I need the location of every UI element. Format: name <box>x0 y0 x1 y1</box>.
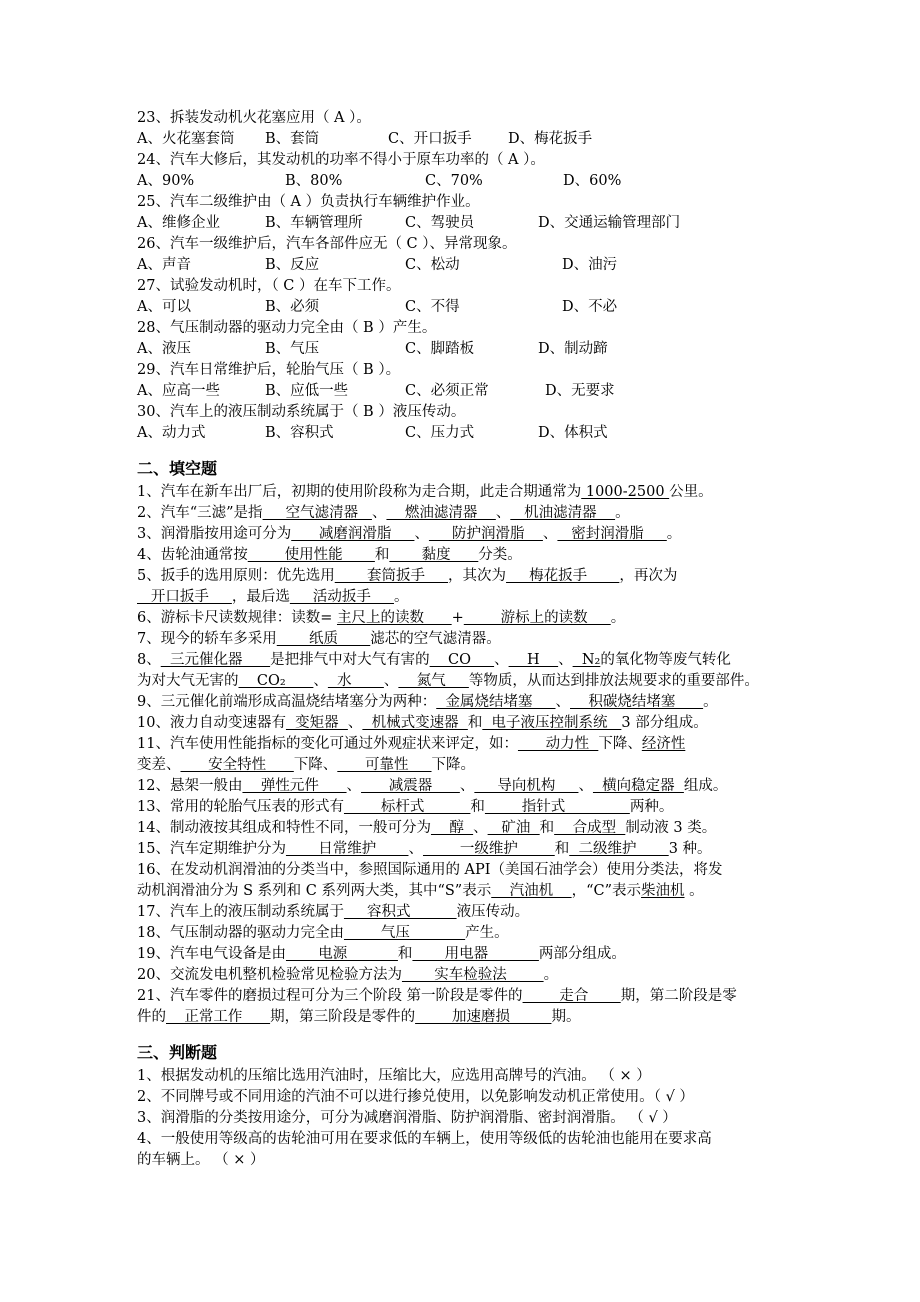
answer-blank: 纸质 <box>276 631 371 647</box>
answer-blank: 机械式变速器 <box>362 715 468 731</box>
fill-item-4: 4、齿轮油通常按 使用性能 和 黏度 分类。 <box>137 547 522 563</box>
answer-blank: H <box>508 652 559 668</box>
answer-blank: 汽油机 <box>491 883 572 899</box>
options-29: A、应高一些 B、应低一些 C、必须正常 D、无要求 <box>137 383 615 399</box>
fill-item-3: 3、润滑脂按用途可分为 减磨润滑脂 、 防护润滑脂 、 密封润滑脂 。 <box>137 526 682 542</box>
answer-blank: 积碳烧结堵塞 <box>570 694 704 710</box>
answer-blank: 减震器 <box>361 778 460 794</box>
answer-blank: 动力性 <box>517 736 599 752</box>
fill-item-5-cont: 开口扳手 ，最后选 活动扳手 。 <box>137 589 409 605</box>
fill-item-10: 10、液力自动变速器有 变矩器 、 机械式变速器 和 电子液压控制系统 3 部分组成。 <box>137 715 708 731</box>
answer-blank: 矿油 <box>487 820 540 836</box>
answer-blank: 用电器 <box>412 946 539 962</box>
answer-blank: 水 <box>327 673 384 689</box>
answer-blank: 正常工作 <box>166 1009 271 1025</box>
answer-blank: CO <box>429 652 495 668</box>
options-26: A、声音 B、反应 C、松动 D、油污 <box>137 257 618 273</box>
judge-section-title: 三、判断题 <box>137 1043 218 1062</box>
answer-blank: 开口扳手 <box>137 589 232 605</box>
answer-blank: 氮气 <box>398 673 469 689</box>
answer-blank: 醇 <box>430 820 474 836</box>
answer-blank: 套筒扳手 <box>334 568 449 584</box>
fill-item-1: 1、汽车在新车出厂后，初期的使用阶段称为走合期，此走合期通常为 1000-2500 公里。 <box>137 484 713 500</box>
judge-item-1: 1、根据发动机的压缩比选用汽油时，压缩比大，应选用高牌号的汽油。 （ × ） <box>137 1068 651 1084</box>
answer-blank: 实车检验法 <box>401 967 544 983</box>
fill-item-17: 17、汽车上的液压制动系统属于 容积式 液压传动。 <box>137 904 530 920</box>
fill-section <box>137 482 787 1028</box>
answer-blank: 合成型 <box>554 820 626 836</box>
question-28: 28、气压制动器的驱动力完全由（ B ）产生。 <box>137 320 437 336</box>
answer-blank: 二级维护 <box>569 841 669 857</box>
answer-blank: 游标上的读数 <box>463 610 611 626</box>
answer-blank: 活动扳手 <box>289 589 394 605</box>
options-23: A、火花塞套筒 B、套筒 C、开口扳手 D、梅花扳手 <box>137 131 593 147</box>
fill-item-11-cont: 变差、 安全特性 下降、 可靠性 下降。 <box>137 757 476 773</box>
answer-blank: 电源 <box>285 946 398 962</box>
choice-section <box>137 108 787 444</box>
answer-blank: 燃油滤清器 <box>386 505 496 521</box>
judge-section <box>137 1066 787 1171</box>
fill-item-12: 12、悬架一般由 弹性元件 、 减震器 、 导向机构 、 横向稳定器 组成。 <box>137 778 728 794</box>
question-23: 23、拆装发动机火花塞应用（ A ）。 <box>137 110 371 126</box>
answer-blank: 横向稳定器 <box>592 778 684 794</box>
fill-item-13: 13、常用的轮胎气压表的形式有 标杆式 和 指针式 两种。 <box>137 799 674 815</box>
fill-item-14: 14、制动液按其组成和特性不同，一般可分为 醇 、 矿油 和 合成型 制动液 3 类。 <box>137 820 717 836</box>
fill-item-19: 19、汽车电气设备是由 电源 和 用电器 两部分组成。 <box>137 946 626 962</box>
fill-item-8: 8、 三元催化器 是把排气中对大气有害的 CO 、 H 、 N₂的氧化物等废气转化 <box>137 652 731 668</box>
fill-item-7: 7、现今的轿车多采用 纸质 滤芯的空气滤清器。 <box>137 631 501 647</box>
answer-blank: 容积式 <box>343 904 457 920</box>
fill-item-15: 15、汽车定期维护分为 日常维护 、 一级维护 和 二级维护 3 种。 <box>137 841 712 857</box>
answer-blank: 标杆式 <box>343 799 471 815</box>
document-page <box>137 108 787 1171</box>
answer-blank: 1000-2500 <box>581 484 670 500</box>
fill-item-5: 5、扳手的选用原则：优先选用 套筒扳手 ，其次为 梅花扳手 ，再次为 <box>137 568 678 584</box>
answer-blank: 减磨润滑脂 <box>291 526 415 542</box>
answer-blank: N₂ <box>572 652 601 668</box>
answer-blank: 柴油机 <box>641 883 685 899</box>
answer-blank: 机油滤清器 <box>510 505 616 521</box>
judge-item-3: 3、润滑脂的分类按用途分，可分为减磨润滑脂、防护润滑脂、密封润滑脂。 （ √ ） <box>137 1110 677 1126</box>
options-24: A、90% B、80% C、70% D、60% <box>137 173 622 189</box>
judge-item-4: 4、一般使用等级高的齿轮油可用在要求低的车辆上，使用等级低的齿轮油也能用在要求高 <box>137 1131 712 1147</box>
options-25: A、维修企业 B、车辆管理所 C、驾驶员 D、交通运输管理部门 <box>137 215 681 231</box>
answer-blank: 加速磨损 <box>415 1009 552 1025</box>
fill-item-2: 2、汽车“三滤”是指 空气滤清器 、 燃油滤清器 、 机油滤清器 。 <box>137 505 630 521</box>
answer-blank: 黏度 <box>389 547 479 563</box>
fill-item-20: 20、交流发电机整机检验常见检验方法为 实车检验法 。 <box>137 967 559 983</box>
judge-item-4-cont: 的车辆上。 （ × ） <box>137 1152 265 1168</box>
judge-item-2: 2、不同牌号或不同用途的汽油不可以进行掺兑使用，以免影响发动机正常使用。（ √ ） <box>137 1089 694 1105</box>
answer-blank: 防护润滑脂 <box>428 526 543 542</box>
answer-blank: 弹性元件 <box>242 778 347 794</box>
question-24: 24、汽车大修后，其发动机的功率不得小于原车功率的（ A ）。 <box>137 152 545 168</box>
answer-blank: 空气滤清器 <box>262 505 372 521</box>
answer-blank: 导向机构 <box>474 778 579 794</box>
fill-item-9: 9、三元催化前端形成高温烧结堵塞分为两种： 金属烧结堵塞 、 积碳烧结堵塞 。 <box>137 694 718 710</box>
answer-blank: 主尺上的读数 <box>336 610 452 626</box>
answer-blank: 使用性能 <box>247 547 375 563</box>
answer-blank: 密封润滑脂 <box>557 526 667 542</box>
answer-blank: 气压 <box>343 925 466 941</box>
answer-blank: 电子液压控制系统 <box>482 715 622 731</box>
answer-blank: 梅花扳手 <box>506 568 620 584</box>
question-27: 27、试验发动机时，（ C ）在车下工作。 <box>137 278 401 294</box>
fill-item-8-cont: 为对大气无害的 CO₂ 、 水 、 氮气 等物质，从而达到排放法规要求的重要部件。 <box>137 673 759 689</box>
answer-blank: 日常维护 <box>285 841 409 857</box>
fill-item-16-cont: 动机润滑油分为 S 系列和 C 系列两大类，其中“S”表示 汽油机 ，“C”表示柴油机 。 <box>137 883 704 899</box>
answer-blank: CO₂ <box>238 673 314 689</box>
fill-section-title: 二、填空题 <box>137 459 218 478</box>
question-25: 25、汽车二级维护由（ A ）负责执行车辆维护作业。 <box>137 194 480 210</box>
answer-blank: 指针式 <box>484 799 630 815</box>
question-26: 26、汽车一级维护后，汽车各部件应无（ C ）、异常现象。 <box>137 236 517 252</box>
answer-blank: 金属烧结堵塞 <box>436 694 556 710</box>
answer-blank: 变矩器 <box>285 715 348 731</box>
answer-blank: 走合 <box>522 988 621 1004</box>
fill-item-21: 21、汽车零件的磨损过程可分为三个阶段 第一阶段是零件的 走合 期，第二阶段是零 <box>137 988 737 1004</box>
options-28: A、液压 B、气压 C、脚踏板 D、制动蹄 <box>137 341 608 357</box>
fill-item-21-cont: 件的 正常工作 期，第三阶段是零件的 加速磨损 期。 <box>137 1009 581 1025</box>
question-29: 29、汽车日常维护后，轮胎气压（ B ）。 <box>137 362 401 378</box>
answer-blank: 一级维护 <box>422 841 555 857</box>
answer-blank: 三元催化器 <box>160 652 271 668</box>
fill-item-16: 16、在发动机润滑油的分类当中，参照国际通用的 API（美国石油学会）使用分类法，将发 <box>137 862 723 878</box>
options-27: A、可以 B、必须 C、不得 D、不必 <box>137 299 618 315</box>
fill-item-6: 6、游标卡尺读数规律：读数= 主尺上的读数 + 游标上的读数 。 <box>137 610 626 626</box>
options-30: A、动力式 B、容积式 C、压力式 D、体积式 <box>137 425 608 441</box>
fill-item-11: 11、汽车使用性能指标的变化可通过外观症状来评定，如： 动力性 下降、经济性 <box>137 736 686 752</box>
answer-blank: 经济性 <box>641 736 686 752</box>
answer-blank: 可靠性 <box>337 757 432 773</box>
question-30: 30、汽车上的液压制动系统属于（ B ）液压传动。 <box>137 404 466 420</box>
answer-blank: 安全特性 <box>180 757 294 773</box>
fill-item-18: 18、气压制动器的驱动力完全由 气压 产生。 <box>137 925 509 941</box>
